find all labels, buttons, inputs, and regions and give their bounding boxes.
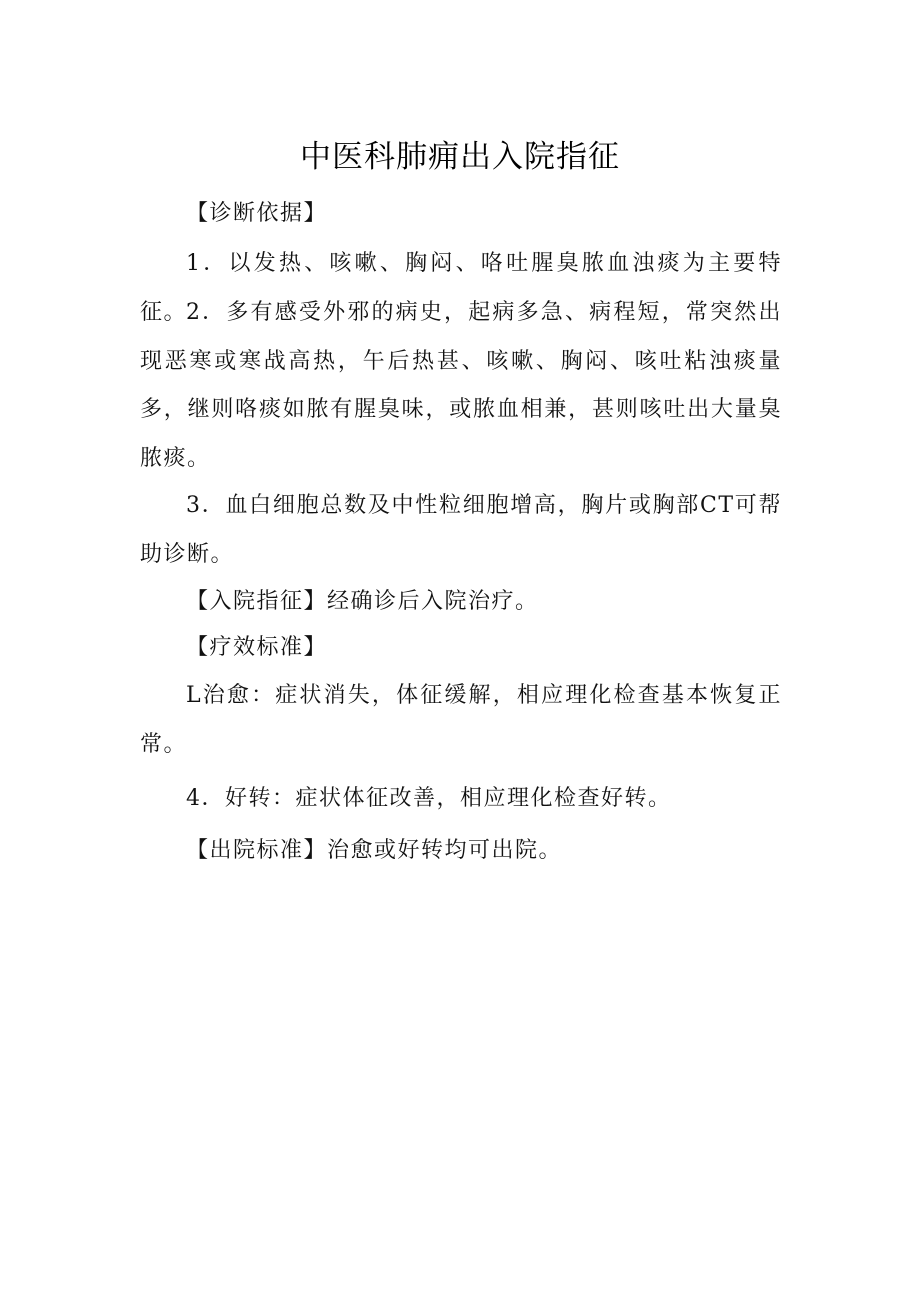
diagnosis-item-1: 1．以发热、咳嗽、胸闷、咯吐腥臭脓血浊痰为主要特征。 xyxy=(140,251,782,325)
admission-criteria: 【入院指征】经确诊后入院治疗。 xyxy=(186,589,539,614)
section-heading-efficacy: 【疗效标准】 xyxy=(186,635,328,660)
efficacy-cured: L治愈：症状消失，体征缓解，相应理化检查基本恢复正常。 xyxy=(140,683,782,757)
section-heading-diagnosis: 【诊断依据】 xyxy=(186,201,328,226)
diagnosis-item-3: 3．血白细胞总数及中性粒细胞增高，胸片或胸部CT可帮助诊断。 xyxy=(140,493,782,567)
efficacy-improved: 4．好转：症状体征改善，相应理化检查好转。 xyxy=(186,786,672,811)
diagnosis-item-2: 2．多有感受外邪的病史，起病多急、病程短，常突然出现恶寒或寒战高热，午后热甚、咳嗽、胸闷、咳吐粘浊痰量多，继则咯痰如脓有腥臭味，或脓血相兼，甚则咳吐出大量臭脓痰。 xyxy=(140,300,782,471)
discharge-criteria: 【出院标准】治愈或好转均可出院。 xyxy=(186,838,563,863)
document-title: 中医科肺痈出入院指征 xyxy=(300,139,620,175)
